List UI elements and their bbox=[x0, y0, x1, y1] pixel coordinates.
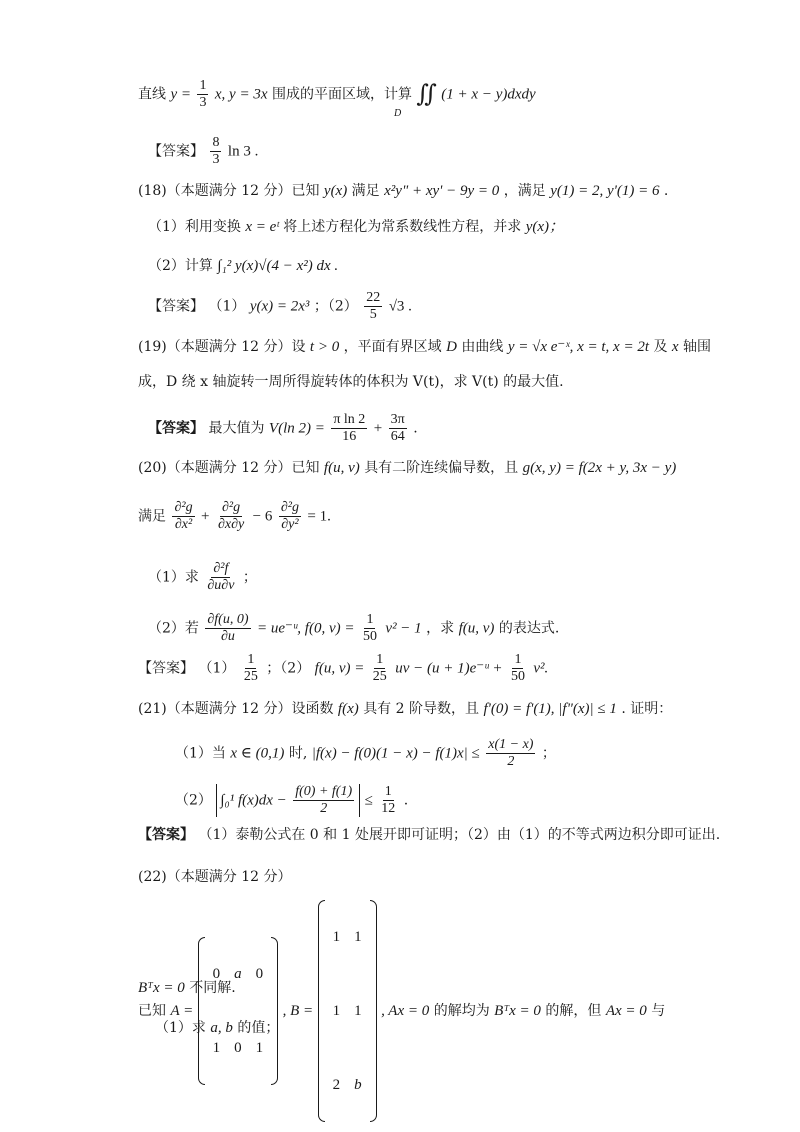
fraction: $\frac{1}{25}$ bbox=[243, 652, 258, 684]
fraction: $\frac{1}{50}$ bbox=[510, 652, 525, 684]
fraction: $\frac{1}{12}$ bbox=[381, 784, 396, 816]
answer-21: 【答案】 （1）泰勒公式在 0 和 1 处展开即可证明；（2）由（1）的不等式两边积分即可证出. bbox=[138, 827, 721, 843]
q19-line2: 成，D 绕 x 轴旋转一周所得旋转体的体积为 V(t)，求 V(t) 的最大值. bbox=[138, 374, 564, 390]
q20-line1: (20)（本题满分 12 分）已知 f(u, v) 具有二阶连续偏导数，且 g(x, y) = f(2x + y, 3x − y) bbox=[138, 460, 677, 476]
fraction: $\frac{8}{3}$ bbox=[212, 135, 220, 167]
matrix-a: 0 a 0 1 0 1 bbox=[198, 937, 279, 1085]
double-integral-sign: ∬ bbox=[416, 81, 437, 108]
q22-matrices-line: 已知 A = 0 a 0 1 0 1 , B = 1 1 1 1 2 b , Ax = 0 的解均为 Bᵀx = 0 的解，但 Ax = 0 与 bbox=[138, 900, 665, 1122]
fraction: $\frac{1}{50}$ bbox=[362, 612, 377, 644]
answer-17: 【答案】 $\frac{8}{3}$ ln 3 . bbox=[148, 135, 259, 167]
q20-part1: （1）求 $\frac{\text{∂²f}}{\partial u\partial v}$ ； bbox=[148, 561, 257, 593]
intro-line: 直线 y = $\frac{1}{3}$ x, y = 3x 围成的平面区域，计算 ∬ (1 + x − y)dxdy bbox=[138, 78, 536, 110]
fraction: $\frac{\text{π ln 2}}{16}$ bbox=[333, 412, 366, 444]
answer-19: 【答案】 最大值为 V(ln 2) = $\frac{\text{π ln 2}}{16}$ + $\frac{3\pi}{64}$ . bbox=[148, 412, 418, 444]
q20-line2: 满足 $\frac{\text{∂²g}}{\text{∂x²}}$ + $\frac{\text{∂²g}}{\partial x\partial y}$ − 6 $\frac{\text{∂²g}}{\text{∂y²}}$ = 1. bbox=[138, 500, 331, 532]
matrix-b: 1 1 1 1 2 b bbox=[318, 900, 377, 1122]
q21-part1: （1）当 x ∈ (0,1) 时, |f(x) − f(0)(1 − x) − f(1)x| ≤ $\frac{x(1 - x)}{2}$ ； bbox=[175, 737, 556, 769]
fraction: $\frac{\text{∂²g}}{\partial x\partial y}$ bbox=[217, 500, 245, 532]
answer-18: 【答案】 （1） y(x) = 2x³ ；（2） $\frac{22}{5}$ √3 . bbox=[148, 290, 412, 322]
fraction: $\frac{\partial f(u, 0)}{\partial u}$ bbox=[207, 612, 249, 644]
q22-part1: （1）求 a, b 的值； bbox=[155, 1020, 280, 1036]
q18-header: (18)（本题满分 12 分）已知 y(x) 满足 x²y" + xy' − 9y = 0 ，满足 y(1) = 2, y'(1) = 6 . bbox=[138, 183, 669, 199]
q18-part2: （2）计算 ∫₁² y(x)√(4 − x²) dx . bbox=[148, 258, 339, 274]
q20-part2: （2）若 $\frac{\partial f(u, 0)}{\partial u}$ = ue⁻ᵘ, f(0, v) = $\frac{1}{50}$ v² − 1 ，求 f(u, v) 的表达式. bbox=[148, 612, 560, 644]
fraction: $\frac{x(1 - x)}{2}$ bbox=[488, 737, 534, 769]
absolute-value: ∫₀¹ f(x)dx − $\frac{f(0) + f(1)}{2}$ bbox=[216, 784, 360, 817]
q21-part2: （2） ∫₀¹ f(x)dx − $\frac{f(0) + f(1)}{2}$ ≤ $\frac{1}{12}$ . bbox=[175, 784, 409, 816]
q19-line1: (19)（本题满分 12 分）设 t > 0 ，平面有界区域 D 由曲线 y = √x e⁻ˣ, x = t, x = 2t 及 x 轴围 bbox=[138, 339, 712, 355]
fraction: $\frac{\text{∂²g}}{\text{∂y²}}$ bbox=[280, 500, 299, 532]
q22-line2: Bᵀx = 0 不同解. bbox=[138, 980, 236, 996]
fraction: $\frac{\text{∂²g}}{\text{∂x²}}$ bbox=[174, 500, 193, 532]
fraction: $\frac{1}{3}$ bbox=[199, 78, 207, 110]
q22-header: (22)（本题满分 12 分） bbox=[138, 869, 292, 885]
region-subscript: D bbox=[394, 108, 402, 119]
q21-line1: (21)（本题满分 12 分）设函数 f(x) 具有 2 阶导数，且 f'(0) = f'(1), |f"(x)| ≤ 1 . 证明： bbox=[138, 701, 673, 717]
answer-20: 【答案】 （1） $\frac{1}{25}$ ；（2） f(u, v) = $\frac{1}{25}$ uv − (u + 1)e⁻ᵘ + $\frac{1}{50}$ v². bbox=[138, 652, 549, 684]
fraction: $\frac{1}{25}$ bbox=[372, 652, 387, 684]
fraction: $\frac{f(0) + f(1)}{2}$ bbox=[295, 784, 353, 816]
fraction: $\frac{\text{∂²f}}{\partial u\partial v}$ bbox=[207, 561, 235, 593]
fraction: $\frac{3\pi}{64}$ bbox=[390, 412, 405, 444]
q18-part1: （1）利用变换 x = eᵗ 将上述方程化为常系数线性方程，并求 y(x)； bbox=[148, 219, 565, 235]
fraction: $\frac{22}{5}$ bbox=[366, 290, 381, 322]
